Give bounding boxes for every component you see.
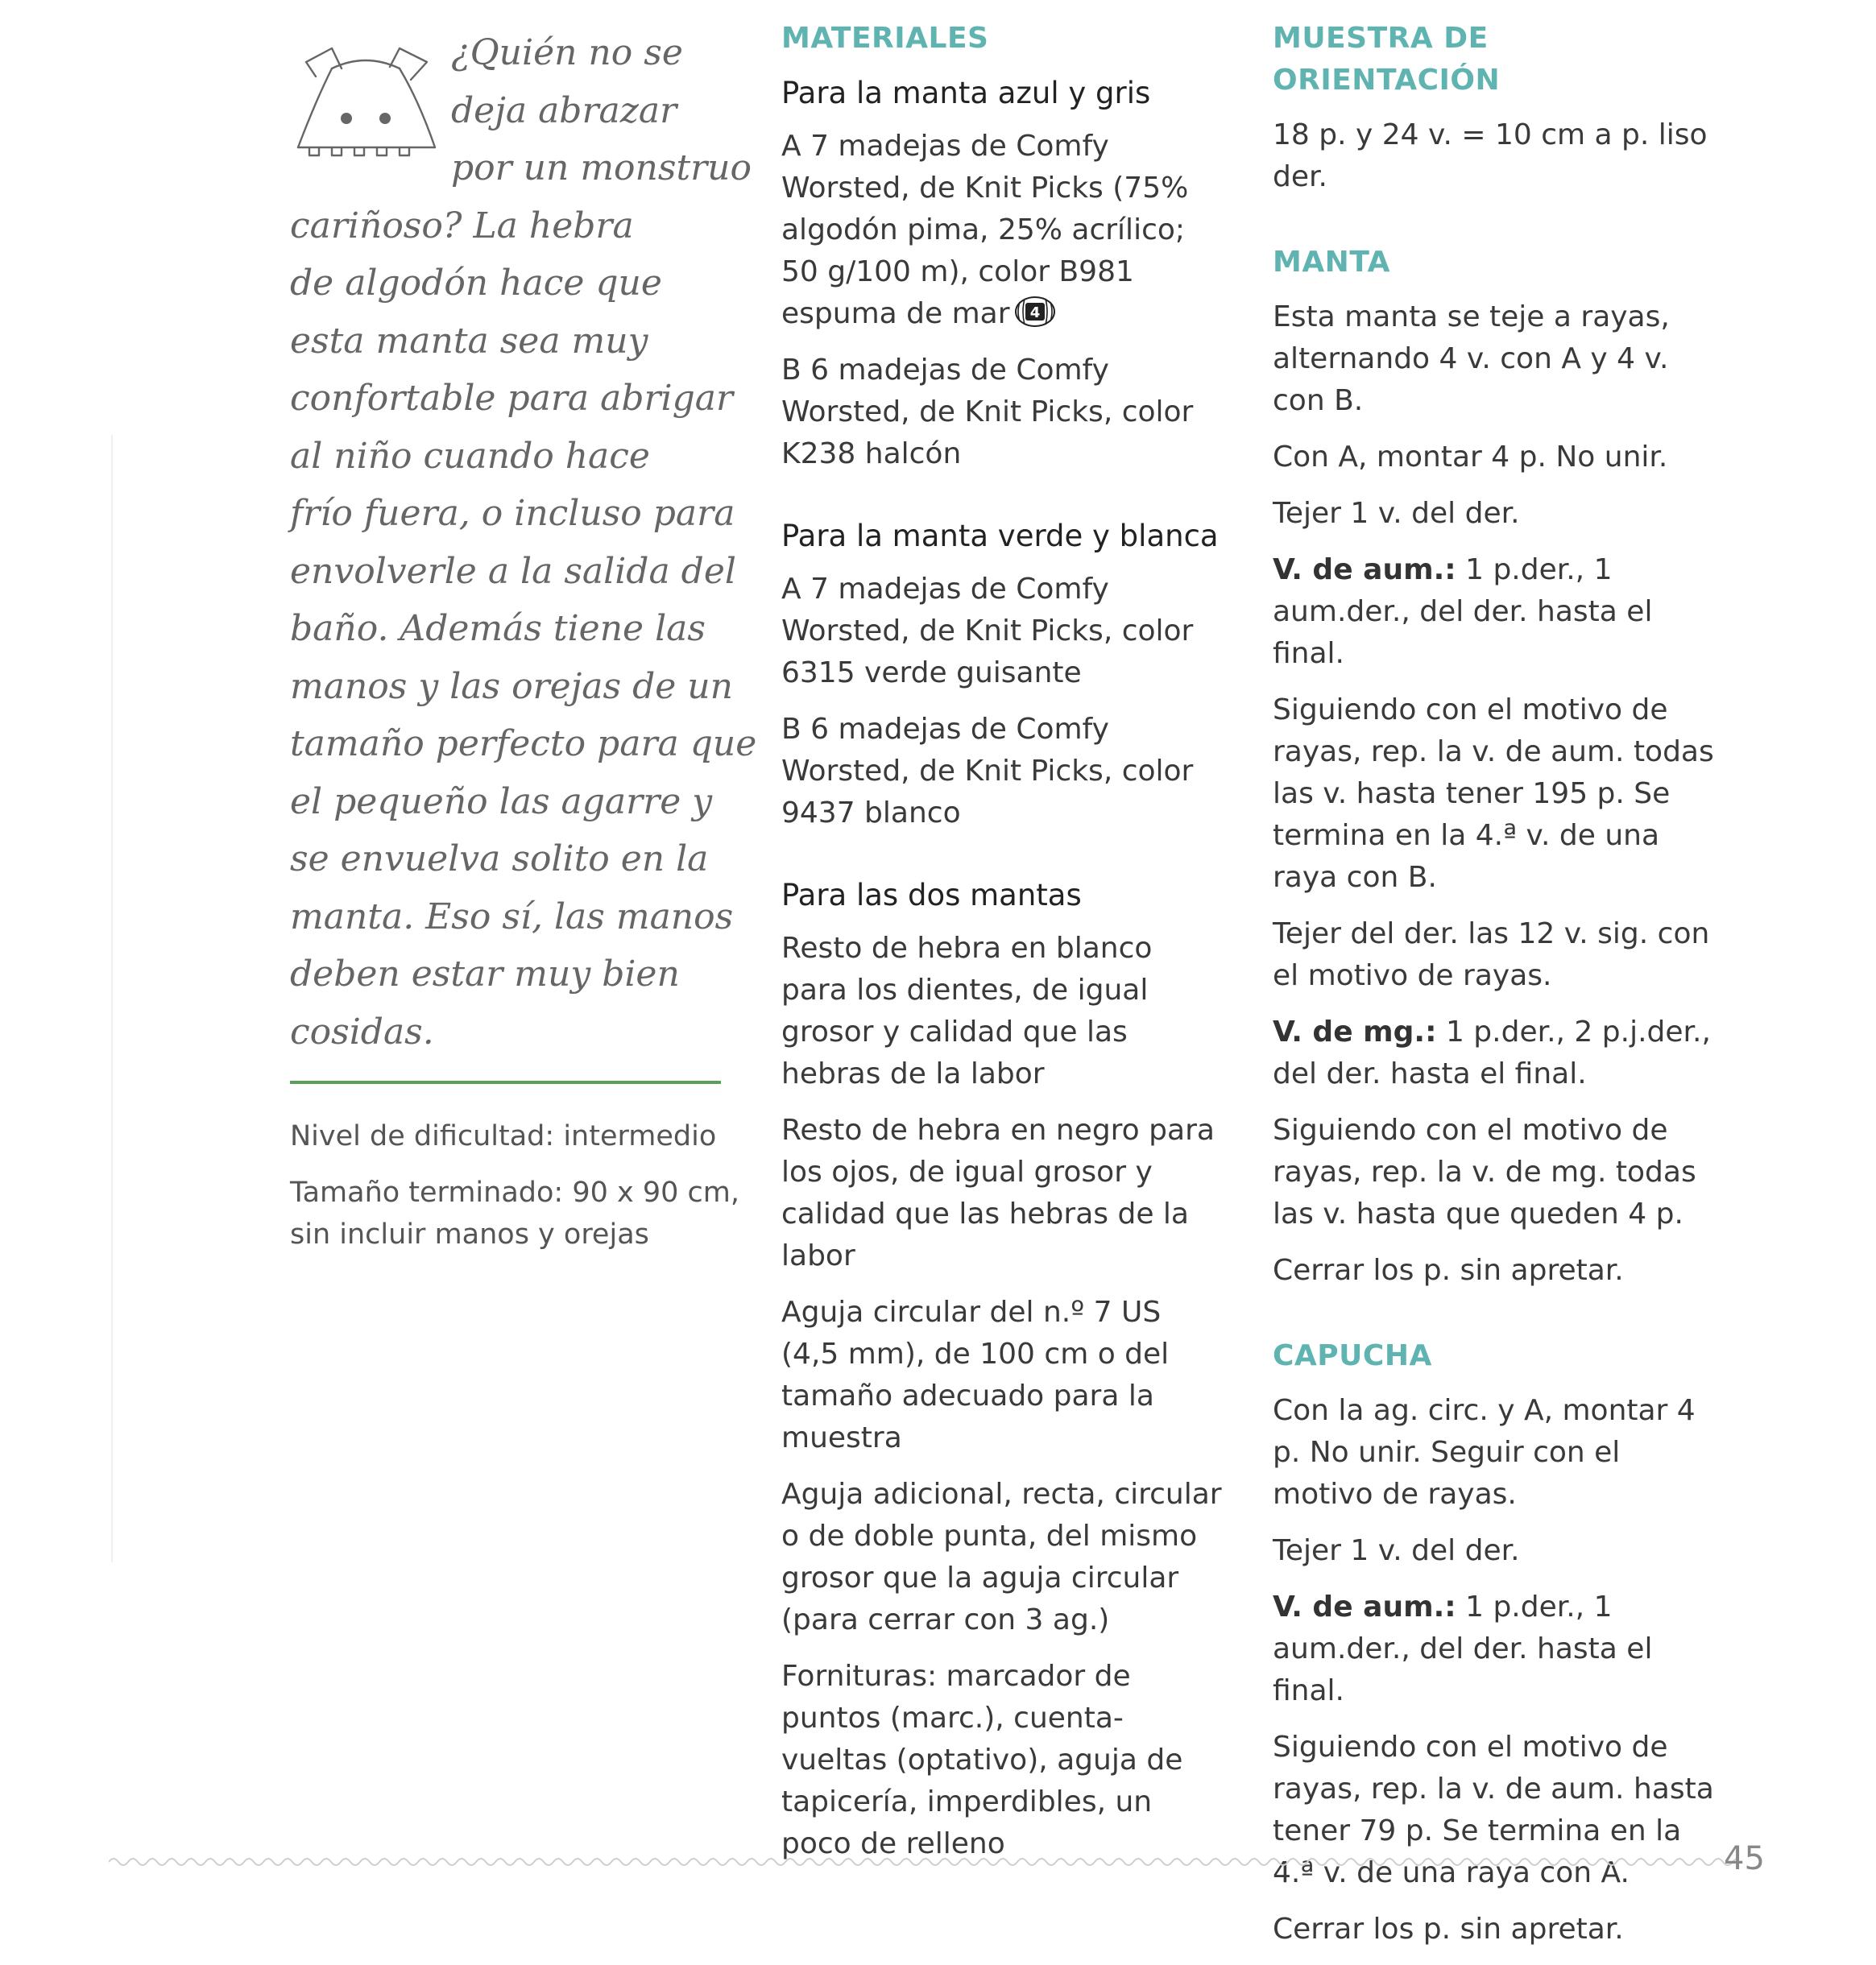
material-item: Aguja adicional, recta, circular o de doble punta, del mismo grosor que la aguja circular (para cerrar con 3 ag.): [781, 1478, 1222, 1636]
intro-line: deben estar muy bien: [290, 954, 680, 995]
intro-line: confortable para abrigar: [290, 378, 734, 419]
instruction: Con la ag. circ. y A, montar 4 p. No unir. Seguir con el motivo de rayas.: [1273, 1394, 1696, 1511]
pattern-column: [1273, 18, 1724, 1965]
instruction: Cerrar los p. sin apretar.: [1273, 1913, 1624, 1946]
intro-line: esta manta sea muy: [290, 320, 648, 362]
finished-size-line: Tamaño terminado: 90 x 90 cm,: [290, 1177, 739, 1209]
instruction: Tejer 1 v. del der.: [1273, 497, 1520, 530]
materials-heading: MATERIALES: [781, 22, 989, 55]
intro-line: envolverle a la salida del: [290, 550, 736, 592]
yarn-weight-icon: [1013, 296, 1057, 328]
hood-heading: CAPUCHA: [1273, 1339, 1432, 1372]
intro-line: ¿Quién no se: [451, 32, 683, 73]
intro-line: cariñoso? La hebra: [290, 205, 634, 246]
increase-row-label: V. de aum.:: [1273, 1591, 1456, 1624]
material-item: A 7 madejas de Comfy Worsted, de Knit Picks, color 6315 verde guisante: [781, 573, 1194, 689]
intro-line: tamaño perfecto para que: [290, 723, 757, 764]
instruction: [1273, 1011, 1724, 1095]
footer-wave-border: [109, 1852, 1736, 1872]
yarn-weight-number: 4: [1029, 304, 1040, 321]
gauge-heading: MUESTRA DE ORIENTACIÓN: [1273, 22, 1501, 97]
blue-grey-title: Para la manta azul y gris: [781, 76, 1151, 110]
intro-line: manta. Eso sí, las manos: [290, 896, 734, 937]
instruction: Cerrar los p. sin apretar.: [1273, 1254, 1624, 1287]
intro-line: se envuelva solito en la: [290, 838, 709, 879]
intro-text: [290, 24, 757, 1061]
intro-line: al niño cuando hace: [290, 435, 650, 477]
instruction: Tejer del der. las 12 v. sig. con el motivo de rayas.: [1273, 917, 1710, 992]
project-meta: [290, 1115, 741, 1270]
instruction: [1273, 1586, 1724, 1712]
instruction: Siguiendo con el motivo de rayas, rep. la v. de aum. todas las v. hasta tener 195 p. Se termina en la 4.ª v. de una raya con B.: [1273, 693, 1714, 894]
intro-line: el pequeño las agarre y: [290, 780, 713, 822]
page-number: 45: [1724, 1840, 1765, 1877]
difficulty-level: Nivel de dificultad: intermedio: [290, 1120, 717, 1152]
section-divider: [290, 1081, 721, 1084]
material-text: A 7 madejas de Comfy Worsted, de Knit Picks (75% algodón pima, 25% acrílico; 50 g/100 m), color B981 espuma de mar: [781, 130, 1189, 330]
instruction: Tejer 1 v. del der.: [1273, 1534, 1520, 1567]
material-item: Aguja circular del n.º 7 US (4,5 mm), de 100 cm o del tamaño adecuado para la muestra: [781, 1296, 1170, 1454]
intro-line: manos y las orejas de un: [290, 665, 733, 707]
instruction-text: 1 p.der., 1 aum.der., del der. hasta el final.: [1273, 553, 1653, 670]
decrease-row-label: V. de mg.:: [1273, 1016, 1437, 1049]
blanket-heading: MANTA: [1273, 246, 1390, 279]
page-edge-shadow: [111, 435, 113, 1562]
instruction: Esta manta se teje a rayas, alternando 4 v. con A y 4 v. con B.: [1273, 300, 1670, 417]
material-item: B 6 madejas de Comfy Worsted, de Knit Picks, color K238 halcón: [781, 354, 1194, 470]
finished-size: [290, 1172, 741, 1256]
gauge-text: 18 p. y 24 v. = 10 cm a p. liso der.: [1273, 118, 1708, 193]
finished-size-line: sin incluir manos y orejas: [290, 1218, 649, 1251]
intro-line: por un monstruo: [451, 147, 752, 188]
both-blankets-title: Para las dos mantas: [781, 878, 1082, 912]
material-item: B 6 madejas de Comfy Worsted, de Knit Picks, color 9437 blanco: [781, 713, 1194, 829]
instruction: Siguiendo con el motivo de rayas, rep. la v. de mg. todas las v. hasta que queden 4 p.: [1273, 1114, 1696, 1231]
material-item: [781, 126, 1224, 335]
instruction-text: 1 p.der., 2 p.j.der., del der. hasta el final.: [1273, 1016, 1711, 1090]
intro-line: frío fuera, o incluso para: [290, 493, 735, 534]
material-item: Resto de hebra en blanco para los dientes, de igual grosor y calidad que las hebras de la labor: [781, 932, 1153, 1090]
increase-row-label: V. de aum.:: [1273, 553, 1456, 586]
materials-column: [781, 18, 1224, 1880]
material-item: Resto de hebra en negro para los ojos, de igual grosor y calidad que las hebras de la labor: [781, 1114, 1215, 1272]
intro-line: cosidas.: [290, 1011, 434, 1053]
intro-line: de algodón hace que: [290, 263, 662, 304]
intro-line: deja abrazar: [451, 89, 677, 131]
intro-line: baño. Además tiene las: [290, 608, 706, 649]
instruction: Siguiendo con el motivo de rayas, rep. la v. de aum. hasta tener 79 p. Se termina en la 4.ª v. de una raya con A.: [1273, 1731, 1714, 1889]
green-white-title: Para la manta verde y blanca: [781, 519, 1219, 553]
instruction: Con A, montar 4 p. No unir.: [1273, 441, 1668, 474]
instruction: [1273, 549, 1724, 675]
material-item: Fornituras: marcador de puntos (marc.), cuenta-vueltas (optativo), aguja de tapicería, imperdibles, un poco de relleno: [781, 1660, 1183, 1860]
instruction-text: 1 p.der., 1 aum.der., del der. hasta el final.: [1273, 1591, 1653, 1707]
